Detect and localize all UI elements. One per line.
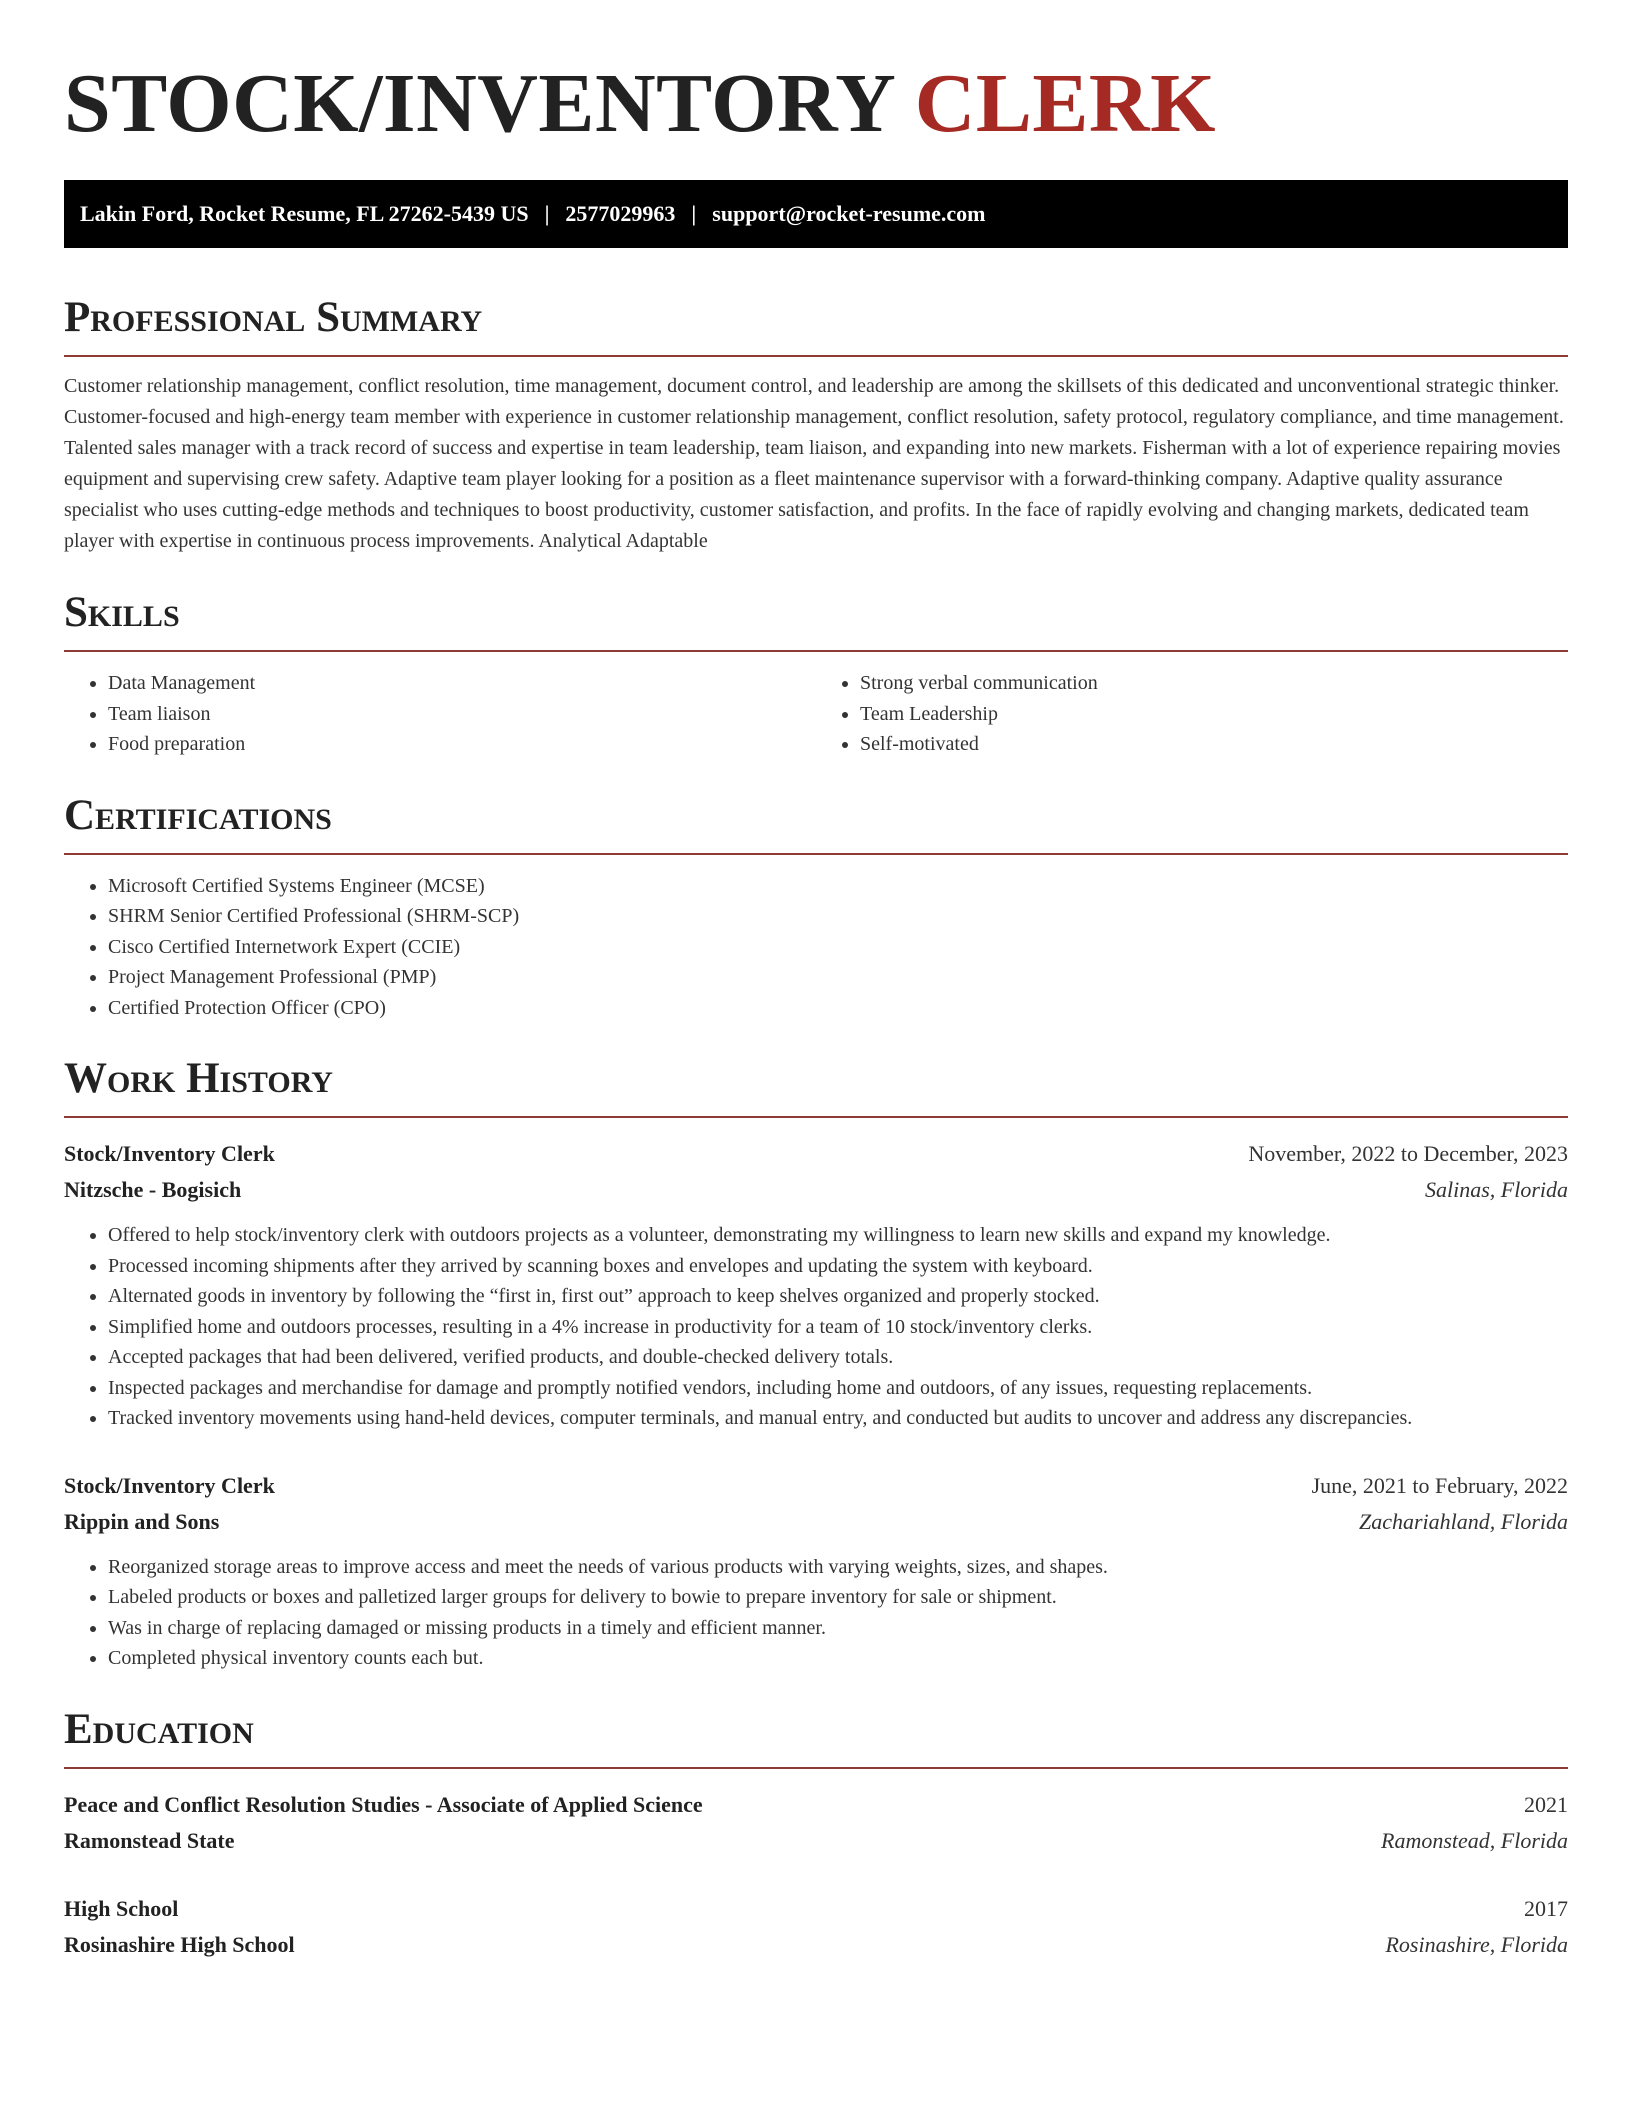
summary-heading: Professional Summary: [64, 294, 483, 341]
job-duty-item: • Labeled products or boxes and palletized larger groups for delivery to bowie to prepare inventory for sale or shipment.: [108, 1582, 1568, 1613]
job-entry: [64, 1468, 1568, 1674]
certifications-list: [64, 871, 1568, 1024]
skills-grid: [64, 652, 1568, 760]
certifications-section: [64, 791, 1568, 1024]
summary-section: [64, 296, 1568, 557]
certification-item: • SHRM Senior Certified Professional (SHRM-SCP): [108, 901, 1568, 932]
education-entry: [64, 1787, 1568, 1859]
education-heading: Education: [64, 1705, 254, 1753]
skill-item: • Team liaison: [108, 699, 816, 730]
education-school: Rosinashire High School: [64, 1931, 295, 1957]
work-history-section: [64, 1057, 1568, 1674]
education-degree: High School: [64, 1895, 179, 1921]
title-main: STOCK/INVENTORY: [64, 57, 894, 150]
job-duty-item: • Inspected packages and merchandise for damage and promptly notified vendors, including home and outdoors, of any issues, requesting replacements.: [108, 1373, 1568, 1404]
job-duties-list: [64, 1220, 1568, 1434]
education-school: Ramonstead State: [64, 1827, 235, 1853]
skills-heading: Skills: [64, 589, 180, 636]
contact-bar: [64, 180, 1568, 248]
work-history-heading: Work History: [64, 1055, 333, 1102]
job-header-row: [64, 1468, 1568, 1504]
job-duty-item: • Was in charge of replacing damaged or missing products in a timely and efficient manner.: [108, 1613, 1568, 1644]
job-company-row: [64, 1172, 1568, 1208]
job-title: Stock/Inventory Clerk: [64, 1141, 275, 1166]
education-degree-row: [64, 1891, 1568, 1927]
education-section: [64, 1705, 1568, 1963]
education-location: Rosinashire, Florida: [1385, 1931, 1568, 1957]
contact-separator: |: [691, 201, 697, 226]
skill-item: • Strong verbal communication: [860, 668, 1568, 699]
education-year: 2017: [1524, 1895, 1568, 1921]
job-company: Nitzsche - Bogisich: [64, 1177, 242, 1202]
job-dates: June, 2021 to February, 2022: [1311, 1472, 1568, 1498]
certification-item: • Certified Protection Officer (CPO): [108, 993, 1568, 1024]
skills-section: [64, 591, 1568, 760]
education-entry: [64, 1891, 1568, 1963]
certification-item: • Project Management Professional (PMP): [108, 962, 1568, 993]
title-accent: CLERK: [914, 57, 1216, 150]
resume-title: [64, 57, 1568, 150]
job-dates: November, 2022 to December, 2023: [1248, 1141, 1568, 1166]
skills-list-right: [816, 668, 1568, 760]
contact-separator: |: [544, 201, 550, 226]
section-divider: [64, 355, 1568, 357]
summary-text: Customer relationship management, conflict resolution, time management, document control, and leadership are among the skillsets of this dedicated and unconventional strategic thinker. Customer-focused and high-energy team member with experience in customer relationship management, conflict resolution, safety protocol, regulatory compliance, and time management. Talented sales manager with a track record of success and expertise in team leadership, team liaison, and expanding into new markets. Fisherman with a lot of experience repairing movies equipment and supervising crew safety. Adaptive team player looking for a position as a fleet maintenance supervisor with a forward-thinking company. Adaptive quality assurance specialist who uses cutting-edge methods and techniques to boost productivity, customer satisfaction, and profits. In the face of rapidly evolving and changing markets, dedicated team player with expertise in continuous process improvements. Analytical Adaptable: [64, 375, 1564, 552]
education-location: Ramonstead, Florida: [1381, 1827, 1568, 1853]
job-duty-item: • Processed incoming shipments after they arrived by scanning boxes and envelopes and updating the system with keyboard.: [108, 1251, 1568, 1282]
education-degree: Peace and Conflict Resolution Studies - Associate of Applied Science: [64, 1791, 703, 1817]
section-divider: [64, 1116, 1568, 1118]
contact-address: Lakin Ford, Rocket Resume, FL 27262-5439 US: [80, 201, 529, 226]
education-year: 2021: [1524, 1791, 1568, 1817]
job-duties-list: [64, 1552, 1568, 1674]
section-divider: [64, 1767, 1568, 1769]
job-duty-item: • Tracked inventory movements using hand-held devices, computer terminals, and manual entry, and conducted but audits to uncover and address any discrepancies.: [108, 1403, 1568, 1434]
skill-item: • Food preparation: [108, 729, 816, 760]
job-duty-item: • Simplified home and outdoors processes, resulting in a 4% increase in productivity for a team of 10 stock/inventory clerks.: [108, 1312, 1568, 1343]
job-duty-item: • Completed physical inventory counts each but.: [108, 1643, 1568, 1674]
job-location: Zachariahland, Florida: [1358, 1508, 1568, 1534]
job-title: Stock/Inventory Clerk: [64, 1472, 275, 1498]
contact-phone: 2577029963: [565, 201, 676, 226]
certification-item: • Cisco Certified Internetwork Expert (CCIE): [108, 932, 1568, 963]
job-entry: [64, 1136, 1568, 1434]
job-duty-item: • Alternated goods in inventory by following the “first in, first out” approach to keep shelves organized and properly stocked.: [108, 1281, 1568, 1312]
job-company: Rippin and Sons: [64, 1508, 220, 1534]
section-divider: [64, 853, 1568, 855]
certification-item: • Microsoft Certified Systems Engineer (MCSE): [108, 871, 1568, 902]
skill-item: • Data Management: [108, 668, 816, 699]
job-company-row: [64, 1504, 1568, 1540]
education-school-row: [64, 1823, 1568, 1859]
certifications-heading: Certifications: [64, 791, 332, 839]
skills-list-left: [64, 668, 816, 760]
skill-item: • Team Leadership: [860, 699, 1568, 730]
contact-email: support@rocket-resume.com: [712, 201, 986, 226]
education-school-row: [64, 1927, 1568, 1963]
skill-item: • Self-motivated: [860, 729, 1568, 760]
job-duty-item: • Offered to help stock/inventory clerk with outdoors projects as a volunteer, demonstrating my willingness to learn new skills and expand my knowledge.: [108, 1220, 1568, 1251]
job-duty-item: • Reorganized storage areas to improve access and meet the needs of various products with varying weights, sizes, and shapes.: [108, 1552, 1568, 1583]
job-location: Salinas, Florida: [1424, 1177, 1568, 1202]
education-degree-row: [64, 1787, 1568, 1823]
job-header-row: [64, 1136, 1568, 1172]
job-duty-item: • Accepted packages that had been delivered, verified products, and double-checked delivery totals.: [108, 1342, 1568, 1373]
